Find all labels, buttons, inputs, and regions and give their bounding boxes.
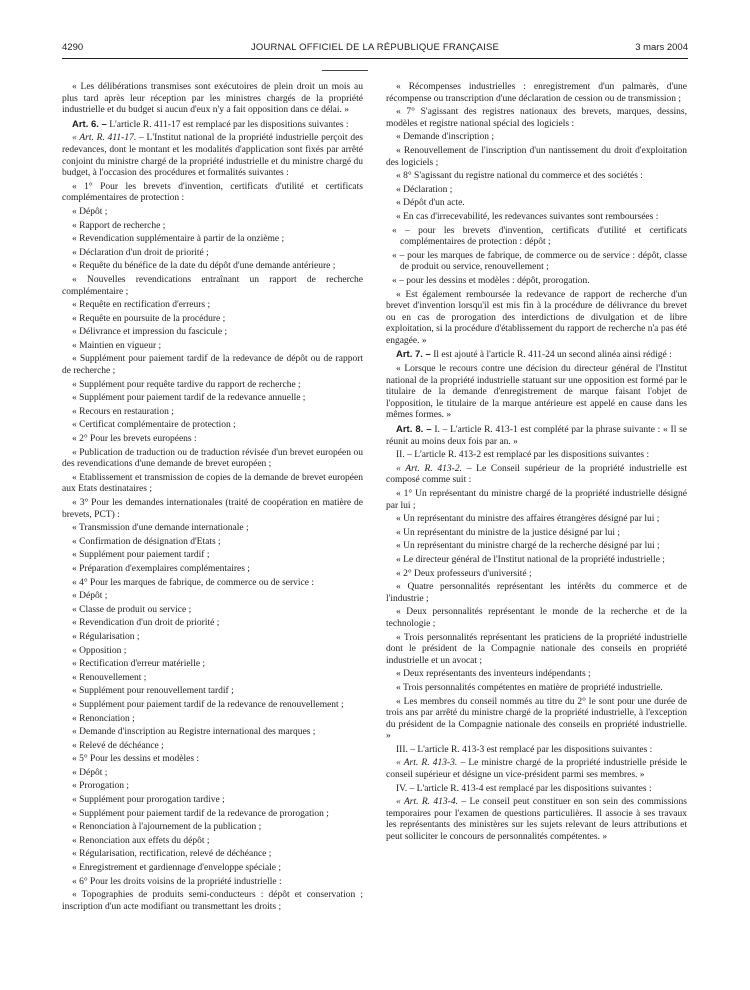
list-item: « Revendication supplémentaire à partir de la onzième ; bbox=[72, 234, 285, 245]
list-item: « Rectification d'erreur matérielle ; bbox=[72, 659, 206, 670]
article-6 bbox=[62, 119, 363, 132]
list-item: « Certificat complémentaire de protection ; bbox=[72, 420, 236, 431]
paragraph: « Lorsque le recours contre une décision du directeur général de l'Institut national de la propriété industrielle statuant sur une opposition est formé par le titulaire de la demande d'enregistrement de marque faisant l'objet de l'opposition, le titulaire de la marque antérieure est appelé en cause dans les mêmes formes. » bbox=[386, 364, 687, 421]
list-item: « Dépôt ; bbox=[72, 767, 108, 778]
header-rule bbox=[62, 58, 688, 59]
article-label: « Art. R. 413-2. bbox=[396, 463, 462, 474]
list-item: « 3° Pour les demandes internationales (traité de coopération en matière de brevets, PCT) : bbox=[62, 498, 363, 520]
dash-item: « – pour les marques de fabrique, de commerce ou de service : dépôt, classe de produit ou service, renouvellement ; bbox=[392, 250, 687, 273]
list-item: « Deux représentants des inventeurs indépendants ; bbox=[396, 669, 591, 680]
paragraph: II. – L'article R. 413-2 est remplacé par les dispositions suivantes : bbox=[396, 450, 650, 461]
list-item: « Requête en poursuite de la procédure ; bbox=[72, 313, 226, 324]
list-item: « Confirmation de désignation d'Etats ; bbox=[72, 536, 221, 547]
list-item: « 2° Pour les brevets européens : bbox=[72, 434, 197, 445]
list-item: « Un représentant du ministre de la justice désigné par lui ; bbox=[396, 527, 620, 538]
list-item: « Revendication d'un droit de priorité ; bbox=[72, 618, 220, 629]
list-item: « Demande d'inscription ; bbox=[396, 132, 495, 143]
list-item: « 6° Pour les droits voisins de la propriété industrielle : bbox=[72, 876, 282, 887]
list-item: « 2° Deux professeurs d'université ; bbox=[396, 568, 532, 579]
article-r413-3 bbox=[386, 758, 687, 781]
paragraph: « Les délibérations transmises sont exécutoires de plein droit un mois au plus tard après leur réception par les ministres chargés de la propriété industrielle et du budget si aucun d'eux n'y a fait opposition dans ce délai. » bbox=[62, 82, 363, 116]
list-item: « Supplément pour renouvellement tardif ; bbox=[72, 686, 234, 697]
list-item: « Demande d'inscription au Registre international des marques ; bbox=[72, 727, 316, 738]
list-item: « Supplément pour prorogation tardive ; bbox=[72, 795, 225, 806]
list-item: « Trois personnalités représentant les praticiens de la propriété industrielle dont le président de la Compagnie nationale des conseils en propriété industrielle et un avocat ; bbox=[386, 632, 687, 666]
list-item: « Quatre personnalités représentant les intérêts du commerce et de l'industrie ; bbox=[386, 582, 687, 604]
issue-date: 3 mars 2004 bbox=[635, 42, 688, 53]
list-item: « Supplément pour requête tardive du rapport de recherche ; bbox=[72, 379, 301, 390]
article-label: « Art. R. 413-3. bbox=[396, 758, 458, 769]
list-item: « Récompenses industrielles : enregistrement d'un palmarès, d'une récompense ou transcription d'une déclaration de cession ou de transmission ; bbox=[386, 82, 687, 104]
paragraph: III. – L'article R. 413-3 est remplacé par les dispositions suivantes : bbox=[396, 744, 653, 755]
list-item: « Délivrance et impression du fascicule ; bbox=[72, 327, 228, 338]
list-item: « Dépôt d'un acte. bbox=[396, 198, 465, 209]
list-item: « Requête du bénéfice de la date du dépôt d'une demande antérieure ; bbox=[72, 261, 336, 272]
list-item: « Renonciation ; bbox=[72, 713, 135, 724]
dash-item: « – pour les dessins et modèles : dépôt, prorogation. bbox=[392, 275, 590, 286]
list-item: « Relevé de déchéance ; bbox=[72, 740, 164, 751]
list-item: « 1° Pour les brevets d'invention, certificats d'utilité et certificats complémentaires de protection : bbox=[62, 181, 363, 204]
article-text: – Le conseil peut constituer en son sein des commissions temporaires pour l'examen de questions particulières. Il associe à ses travaux les représentants des ministères sur les sujets relevant de leurs attributions et peut solliciter le concours de personnalités compétentes. » bbox=[386, 797, 688, 843]
list-item: « 1° Un représentant du ministre chargé de la propriété industrielle désigné par lui ; bbox=[386, 489, 687, 511]
list-item: « 8° S'agissant du registre national du commerce et des sociétés : bbox=[396, 171, 643, 182]
paragraph: « Est également remboursée la redevance de rapport de recherche d'un brevet d'invention lorsqu'il est mis fin à la procédure de délivrance du brevet ou en cas de prorogation des interdictions de divulgation et de libre exploitation, si la procédure d'établissement du rapport de recherche n'a pas été engagée. » bbox=[386, 289, 687, 346]
list-item: « Régularisation ; bbox=[72, 631, 140, 642]
list-item: « Maintien en vigueur ; bbox=[72, 340, 162, 351]
list-item: « Supplément pour paiement tardif ; bbox=[72, 550, 210, 561]
list-item: « Préparation d'exemplaires complémentaires ; bbox=[72, 563, 250, 574]
right-column bbox=[386, 82, 687, 846]
left-column bbox=[62, 82, 363, 915]
article-r413-4 bbox=[386, 797, 687, 843]
article-r411-17 bbox=[62, 133, 363, 179]
article-r413-2 bbox=[386, 464, 687, 487]
list-item: « 7° S'agissant des registres nationaux des brevets, marques, dessins, modèles et registre national spécial des logiciels : bbox=[386, 107, 687, 129]
article-text: Il est ajouté à l'article R. 411-24 un second alinéa ainsi rédigé : bbox=[433, 350, 672, 361]
list-item: « Dépôt ; bbox=[72, 591, 108, 602]
list-item: « Publication de traduction ou de traduction révisée d'un brevet européen ou des revendications d'une demande de brevet européen ; bbox=[62, 447, 363, 470]
article-number: Art. 8. – bbox=[396, 424, 432, 436]
list-item: « Le directeur général de l'Institut national de la propriété industrielle ; bbox=[396, 554, 665, 565]
article-text: – L'Institut national de la propriété industrielle perçoit des redevances, dont le montant et les modalités d'application sont fixés par arrêté conjoint du ministre chargé de la propriété industrielle et du ministre chargé du budget, à l'occasion des procédures et formalités suivantes : bbox=[62, 133, 363, 179]
list-item: « Deux personnalités représentant le monde de la recherche et de la technologie ; bbox=[386, 607, 687, 629]
article-label: « Art. R. 413-4. bbox=[396, 797, 458, 808]
article-number: Art. 6. – bbox=[72, 118, 107, 130]
article-text: – Le Conseil supérieur de la propriété industrielle est composé comme suit : bbox=[386, 463, 687, 486]
center-separator bbox=[322, 70, 368, 71]
list-item: « Renouvellement de l'inscription d'un nantissement du droit d'exploitation des logiciels ; bbox=[386, 145, 687, 168]
paragraph: IV. – L'article R. 413-4 est remplacé par les dispositions suivantes : bbox=[396, 783, 652, 794]
list-item: « Un représentant du ministre chargé de la recherche désigné par lui ; bbox=[396, 541, 660, 552]
list-item: « Renonciation aux effets du dépôt ; bbox=[72, 835, 210, 846]
dash-item: « – pour les brevets d'invention, certificats d'utilité et certificats complémentaires de protection : dépôt ; bbox=[392, 225, 687, 248]
list-item: « Transmission d'une demande internationale ; bbox=[72, 523, 249, 534]
list-item: « Topographies de produits semi-conducteurs : dépôt et conservation ; inscription d'un acte modifiant ou transmettant les droits ; bbox=[62, 890, 363, 912]
list-item: « Renonciation à l'ajournement de la publication ; bbox=[72, 822, 262, 833]
article-7 bbox=[386, 349, 687, 362]
list-item: « Nouvelles revendications entraînant un rapport de recherche complémentaire ; bbox=[62, 274, 363, 297]
list-item: « Trois personnalités compétentes en matière de propriété industrielle. bbox=[396, 682, 663, 693]
list-item: « Requête en rectification d'erreurs ; bbox=[72, 300, 211, 311]
list-item: « Un représentant du ministre des affaires étrangères désigné par lui ; bbox=[396, 514, 660, 525]
list-item: « Rapport de recherche ; bbox=[72, 220, 166, 231]
list-item: « Etablissement et transmission de copies de la demande de brevet européen aux Etats destinataires ; bbox=[62, 472, 363, 495]
list-item: « Recours en restauration ; bbox=[72, 406, 174, 417]
list-item: « Supplément pour paiement tardif de la redevance de prorogation ; bbox=[72, 808, 329, 819]
article-number: Art. 7. – bbox=[396, 349, 431, 361]
list-item: « Les membres du conseil nommés au titre du 2° le sont pour une durée de trois ans par arrêté du ministre chargé de la propriété industrielle, à l'exception du président de la Compagnie nationale des conseils en propriété industrielle. » bbox=[386, 696, 687, 742]
article-label: « Art. R. 411-17. bbox=[72, 133, 137, 144]
list-item: « Régularisation, rectification, relevé de déchéance ; bbox=[72, 849, 272, 860]
page-header bbox=[62, 42, 688, 56]
list-item: « Supplément pour paiement tardif de la redevance de renouvellement ; bbox=[72, 699, 344, 710]
article-text: L'article R. 411-17 est remplacé par les dispositions suivantes : bbox=[109, 119, 349, 130]
list-item: « Supplément pour paiement tardif de la redevance annuelle ; bbox=[72, 393, 306, 404]
article-8 bbox=[386, 424, 687, 448]
list-item: « Renouvellement ; bbox=[72, 672, 147, 683]
list-item: « 4° Pour les marques de fabrique, de commerce ou de service : bbox=[72, 577, 315, 588]
journal-title: JOURNAL OFFICIEL DE LA RÉPUBLIQUE FRANÇAISE bbox=[250, 42, 500, 53]
list-item: « Déclaration d'un droit de priorité ; bbox=[72, 247, 209, 258]
list-item: « Dépôt ; bbox=[72, 206, 108, 217]
list-item: « 5° Pour les dessins et modèles : bbox=[72, 754, 200, 765]
list-item: « En cas d'irrecevabilité, les redevances suivantes sont remboursées : bbox=[396, 211, 659, 222]
article-text: – Le ministre chargé de la propriété industrielle préside le conseil supérieur et désigne un vice-président parmi ses membres. » bbox=[386, 758, 688, 781]
page-number: 4290 bbox=[62, 42, 84, 53]
article-text: I. – L'article R. 413-1 est complété par la phrase suivante : « Il se réunit au moins deux fois par an. » bbox=[386, 425, 687, 447]
list-item: « Prorogation ; bbox=[72, 781, 129, 792]
list-item: « Enregistrement et gardiennage d'enveloppe spéciale ; bbox=[72, 863, 282, 874]
list-item: « Classe de produit ou service ; bbox=[72, 604, 192, 615]
list-item: « Supplément pour paiement tardif de la redevance de dépôt ou de rapport de recherche ; bbox=[62, 354, 363, 377]
list-item: « Opposition ; bbox=[72, 645, 127, 656]
list-item: « Déclaration ; bbox=[396, 184, 453, 195]
